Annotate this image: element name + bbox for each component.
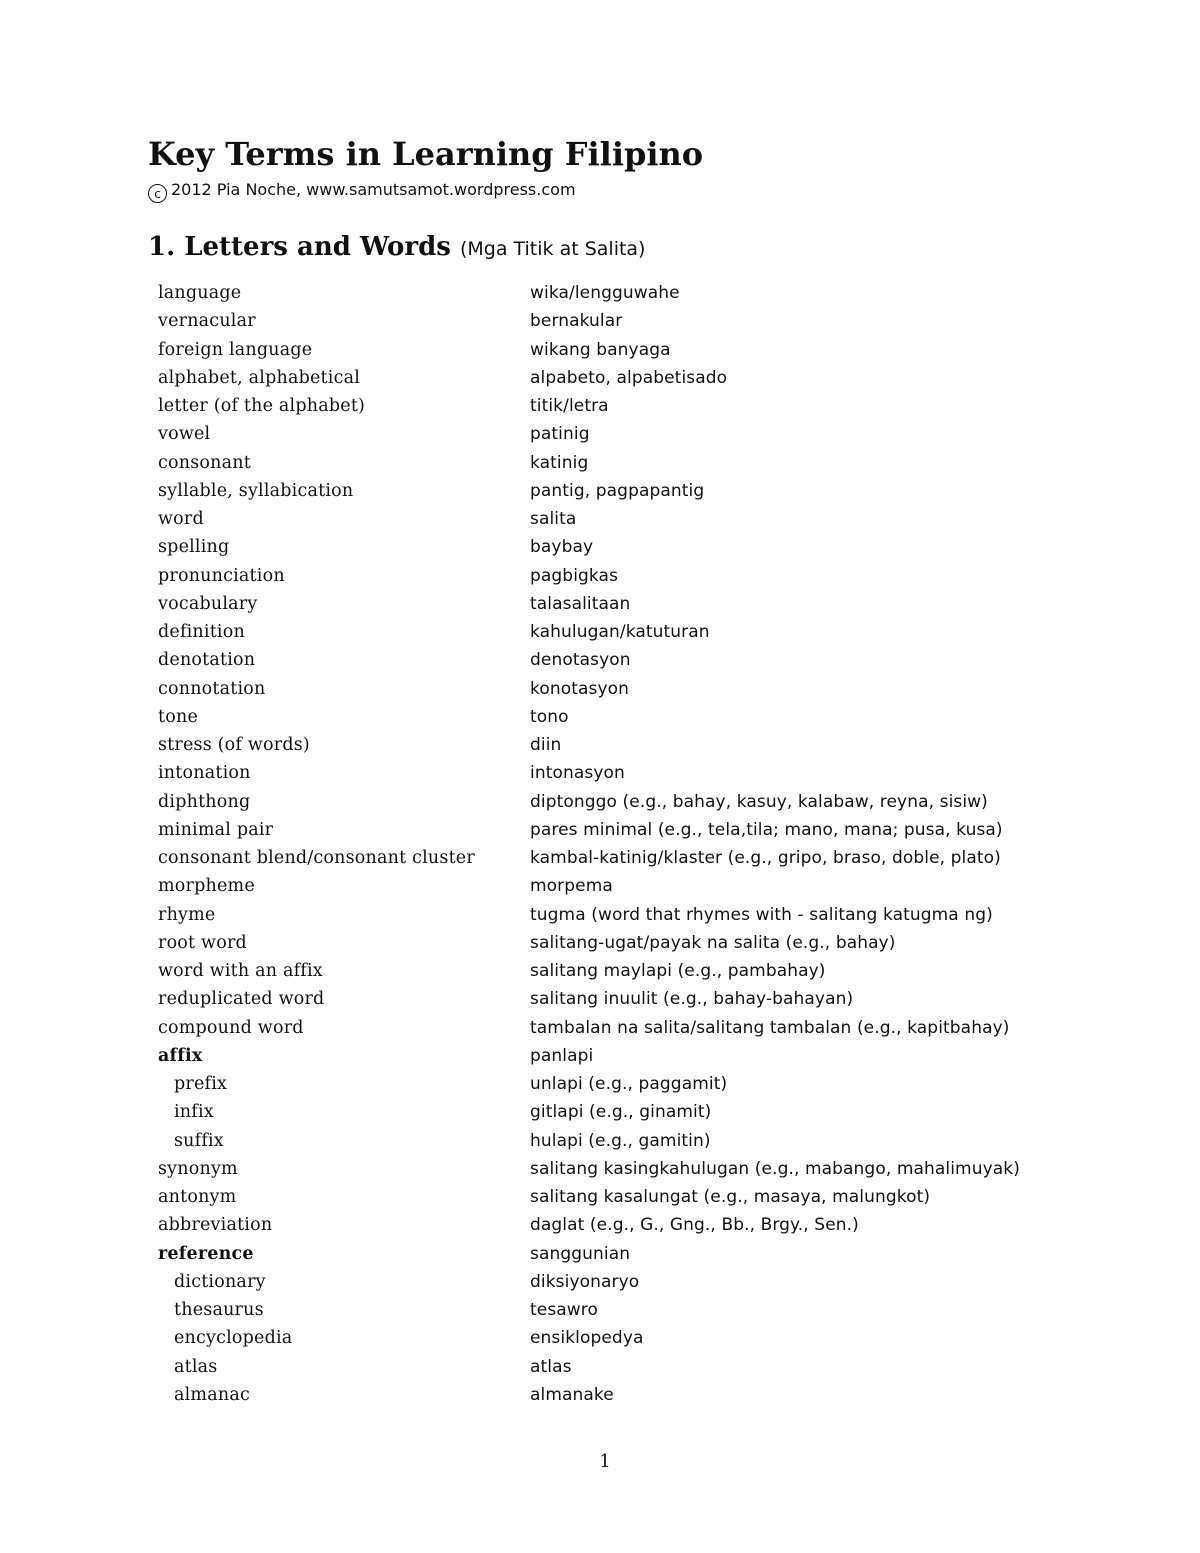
- term-english: denotation: [158, 650, 256, 671]
- term-english: minimal pair: [158, 819, 274, 840]
- section-subtitle: (Mga Titik at Salita): [459, 238, 646, 260]
- term-filipino: salitang kasalungat (e.g., masaya, malungkot): [530, 1187, 931, 1208]
- term-filipino: wikang banyaga: [530, 339, 671, 360]
- term-row: [158, 872, 1098, 900]
- term-filipino: tambalan na salita/salitang tambalan (e.g., kapitbahay): [530, 1017, 1010, 1038]
- term-row: [158, 1183, 1098, 1211]
- term-row: [158, 1324, 1098, 1352]
- term-english: reduplicated word: [158, 989, 325, 1010]
- term-row: [158, 1296, 1098, 1324]
- terms-table: [158, 279, 1098, 1409]
- term-filipino: diksiyonaryo: [530, 1271, 640, 1292]
- term-filipino: pares minimal (e.g., tela,tila; mano, mana; pusa, kusa): [530, 819, 1003, 840]
- page-title: Key Terms in Learning Filipino: [148, 135, 704, 173]
- term-english: vernacular: [158, 311, 256, 332]
- term-english: word: [158, 509, 204, 530]
- term-english: antonym: [158, 1187, 237, 1208]
- term-filipino: pantig, pagpapantig: [530, 480, 705, 501]
- term-row: [158, 816, 1098, 844]
- term-row: [158, 1070, 1098, 1098]
- term-filipino: diin: [530, 735, 562, 756]
- term-filipino: titik/letra: [530, 396, 609, 417]
- term-row: [158, 420, 1098, 448]
- term-filipino: atlas: [530, 1356, 572, 1377]
- term-filipino: diptonggo (e.g., bahay, kasuy, kalabaw, reyna, sisiw): [530, 791, 988, 812]
- page-number: 1: [599, 1451, 611, 1472]
- term-english: rhyme: [158, 904, 216, 925]
- term-row: [158, 1240, 1098, 1268]
- term-row: [158, 1127, 1098, 1155]
- term-row: [158, 533, 1098, 561]
- term-filipino: katinig: [530, 452, 589, 473]
- term-filipino: ensiklopedya: [530, 1328, 644, 1349]
- term-english: encyclopedia: [174, 1328, 293, 1349]
- term-english: vowel: [158, 424, 211, 445]
- term-row: [158, 703, 1098, 731]
- term-row: [158, 477, 1098, 505]
- term-filipino: salitang maylapi (e.g., pambahay): [530, 961, 826, 982]
- term-english: language: [158, 283, 242, 304]
- term-english: consonant blend/consonant cluster: [158, 848, 475, 869]
- term-filipino: salita: [530, 509, 577, 530]
- term-english: stress (of words): [158, 735, 310, 756]
- term-row: [158, 449, 1098, 477]
- term-english: alphabet, alphabetical: [158, 367, 361, 388]
- term-filipino: denotasyon: [530, 650, 631, 671]
- term-filipino: wika/lengguwahe: [530, 283, 680, 304]
- term-english: morpheme: [158, 876, 255, 897]
- term-english: word with an affix: [158, 961, 323, 982]
- term-row: [158, 562, 1098, 590]
- term-row: [158, 307, 1098, 335]
- term-english: atlas: [174, 1356, 218, 1377]
- term-row: [158, 788, 1098, 816]
- term-filipino: sanggunian: [530, 1243, 631, 1264]
- term-filipino: baybay: [530, 537, 594, 558]
- term-row: [158, 1014, 1098, 1042]
- term-english: definition: [158, 622, 245, 643]
- term-filipino: kahulugan/katuturan: [530, 622, 710, 643]
- term-english: root word: [158, 932, 247, 953]
- term-english: reference: [158, 1243, 254, 1264]
- term-english: infix: [174, 1102, 214, 1123]
- term-filipino: daglat (e.g., G., Gng., Bb., Brgy., Sen.): [530, 1215, 859, 1236]
- term-filipino: panlapi: [530, 1045, 594, 1066]
- term-row: [158, 590, 1098, 618]
- term-english: compound word: [158, 1017, 304, 1038]
- section-heading: [148, 227, 645, 269]
- term-english: tone: [158, 706, 198, 727]
- term-filipino: konotasyon: [530, 678, 629, 699]
- term-english: almanac: [174, 1384, 250, 1405]
- term-english: affix: [158, 1045, 203, 1066]
- term-filipino: salitang kasingkahulugan (e.g., mabango, mahalimuyak): [530, 1158, 1020, 1179]
- term-filipino: alpabeto, alpabetisado: [530, 367, 728, 388]
- term-english: consonant: [158, 452, 251, 473]
- term-filipino: gitlapi (e.g., ginamit): [530, 1102, 712, 1123]
- term-row: [158, 759, 1098, 787]
- term-row: [158, 392, 1098, 420]
- term-english: syllable, syllabication: [158, 480, 354, 501]
- term-filipino: patinig: [530, 424, 590, 445]
- term-english: pronunciation: [158, 565, 285, 586]
- term-english: foreign language: [158, 339, 313, 360]
- term-english: prefix: [174, 1074, 228, 1095]
- term-filipino: salitang-ugat/payak na salita (e.g., bahay): [530, 932, 896, 953]
- term-row: [158, 1211, 1098, 1239]
- term-filipino: tesawro: [530, 1300, 599, 1321]
- term-row: [158, 985, 1098, 1013]
- term-english: spelling: [158, 537, 230, 558]
- section-title: 1. Letters and Words: [148, 232, 451, 262]
- term-english: synonym: [158, 1158, 238, 1179]
- term-filipino: pagbigkas: [530, 565, 619, 586]
- term-english: diphthong: [158, 791, 251, 812]
- term-row: [158, 844, 1098, 872]
- term-row: [158, 1381, 1098, 1409]
- term-english: connotation: [158, 678, 266, 699]
- term-row: [158, 1098, 1098, 1126]
- term-english: intonation: [158, 763, 251, 784]
- term-english: suffix: [174, 1130, 224, 1151]
- term-english: abbreviation: [158, 1215, 273, 1236]
- term-row: [158, 957, 1098, 985]
- copyright-text: 2012 Pia Noche, www.samutsamot.wordpress.com: [171, 180, 576, 199]
- term-row: [158, 1042, 1098, 1070]
- term-filipino: salitang inuulit (e.g., bahay-bahayan): [530, 989, 854, 1010]
- term-row: [158, 1353, 1098, 1381]
- term-english: vocabulary: [158, 593, 258, 614]
- copyright-line: [148, 178, 576, 203]
- term-row: [158, 901, 1098, 929]
- term-english: thesaurus: [174, 1300, 264, 1321]
- term-row: [158, 505, 1098, 533]
- term-filipino: almanake: [530, 1384, 614, 1405]
- term-row: [158, 675, 1098, 703]
- term-english: dictionary: [174, 1271, 266, 1292]
- term-row: [158, 1155, 1098, 1183]
- copyright-icon: c: [148, 184, 167, 203]
- term-row: [158, 364, 1098, 392]
- term-row: [158, 1268, 1098, 1296]
- term-row: [158, 279, 1098, 307]
- term-row: [158, 646, 1098, 674]
- term-row: [158, 731, 1098, 759]
- term-filipino: talasalitaan: [530, 593, 631, 614]
- term-english: letter (of the alphabet): [158, 396, 366, 417]
- term-row: [158, 929, 1098, 957]
- term-filipino: unlapi (e.g., paggamit): [530, 1074, 728, 1095]
- term-filipino: kambal-katinig/klaster (e.g., gripo, braso, doble, plato): [530, 848, 1001, 869]
- term-filipino: bernakular: [530, 311, 623, 332]
- term-row: [158, 336, 1098, 364]
- term-filipino: tono: [530, 706, 569, 727]
- term-filipino: tugma (word that rhymes with - salitang katugma ng): [530, 904, 993, 925]
- term-filipino: intonasyon: [530, 763, 625, 784]
- term-filipino: hulapi (e.g., gamitin): [530, 1130, 711, 1151]
- term-row: [158, 618, 1098, 646]
- term-filipino: morpema: [530, 876, 613, 897]
